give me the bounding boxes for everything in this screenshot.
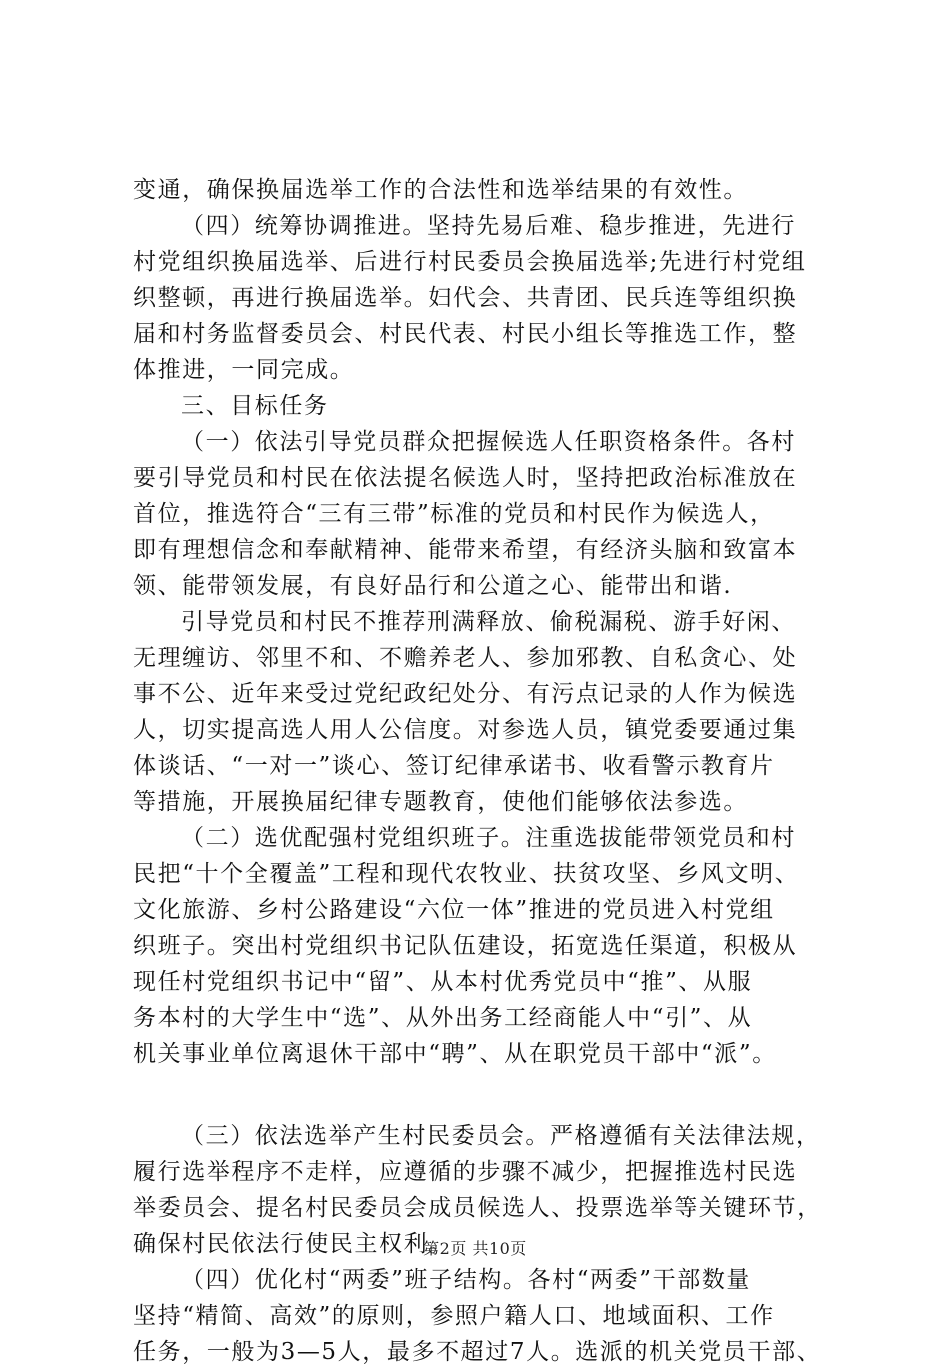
text-line: 履行选举程序不走样，应遵循的步骤不减少，把握推选村民选: [133, 1159, 798, 1185]
text-line: 即有理想信念和奉献精神、能带来希望，有经济头脑和致富本: [133, 537, 798, 563]
text-line: （一）依法引导党员群众把握候选人任职资格条件。各村: [181, 429, 796, 455]
text-line: 首位，推选符合“三有三带”标准的党员和村民作为候选人，: [133, 501, 775, 527]
text-line: 事不公、近年来受过党纪政纪处分、有污点记录的人作为候选: [133, 681, 798, 707]
text-line: 无理缠访、邻里不和、不赡养老人、参加邪教、自私贪心、处: [133, 645, 798, 671]
text-line: 民把“十个全覆盖”工程和现代农牧业、扶贫攻坚、乡风文明、: [133, 861, 800, 887]
text-line: 体谈话、“一对一”谈心、签订纪律承诺书、收看警示教育片: [133, 753, 775, 779]
text-line: 变通，确保换届选举工作的合法性和选举结果的有效性。: [133, 177, 748, 203]
text-line: 现任村党组织书记中“留”、从本村优秀党员中“推”、从服: [133, 969, 753, 995]
text-line: 机关事业单位离退休干部中“聘”、从在职党员干部中“派”。: [133, 1041, 777, 1067]
text-line: 人，切实提高选人用人公信度。对参选人员，镇党委要通过集: [133, 717, 798, 743]
text-line: 村党组织换届选举、后进行村民委员会换届选举;先进行村党组: [133, 249, 807, 275]
text-line: 文化旅游、乡村公路建设“六位一体”推进的党员进入村党组: [133, 897, 775, 923]
text-line: 任务，一般为3—5人，最多不超过7人。选派的机关党员干部、: [133, 1339, 822, 1365]
text-line: 引导党员和村民不推荐刑满释放、偷税漏税、游手好闲、: [181, 609, 796, 635]
text-line: 织班子。突出村党组织书记队伍建设，拓宽选任渠道，积极从: [133, 933, 798, 959]
blank-line: [133, 1072, 863, 1118]
text-line: 坚持“精简、高效”的原则，参照户籍人口、地域面积、工作: [133, 1303, 775, 1329]
text-line: 领、能带领发展，有良好品行和公道之心、能带出和谐.: [133, 573, 733, 599]
document-body: [133, 172, 863, 1370]
text-line: 织整顿，再进行换届选举。妇代会、共青团、民兵连等组织换: [133, 285, 798, 311]
text-line: （二）选优配强村党组织班子。注重选拔能带领党员和村: [181, 825, 796, 851]
text-line: 务本村的大学生中“选”、从外出务工经商能人中“引”、从: [133, 1005, 753, 1031]
text-line: 届和村务监督委员会、村民代表、村民小组长等推选工作，整: [133, 321, 798, 347]
text-line: 体推进，一同完成。: [133, 357, 355, 383]
text-line: 举委员会、提名村民委员会成员候选人、投票选举等关键环节，: [133, 1195, 822, 1221]
text-line: 等措施，开展换届纪律专题教育，使他们能够依法参选。: [133, 789, 748, 815]
text-line: （四）优化村“两委”班子结构。各村“两委”干部数量: [181, 1267, 752, 1293]
text-line: 要引导党员和村民在依法提名候选人时，坚持把政治标准放在: [133, 465, 798, 491]
text-line: 三、目标任务: [181, 393, 329, 419]
page-footer: 第2页 共10页: [423, 1239, 527, 1258]
text-line: （四）统筹协调推进。坚持先易后难、稳步推进，先进行: [181, 213, 796, 239]
text-line: （三）依法选举产生村民委员会。严格遵循有关法律法规，: [181, 1123, 821, 1149]
text-line: 确保村民依法行使民主权利。: [133, 1231, 453, 1257]
